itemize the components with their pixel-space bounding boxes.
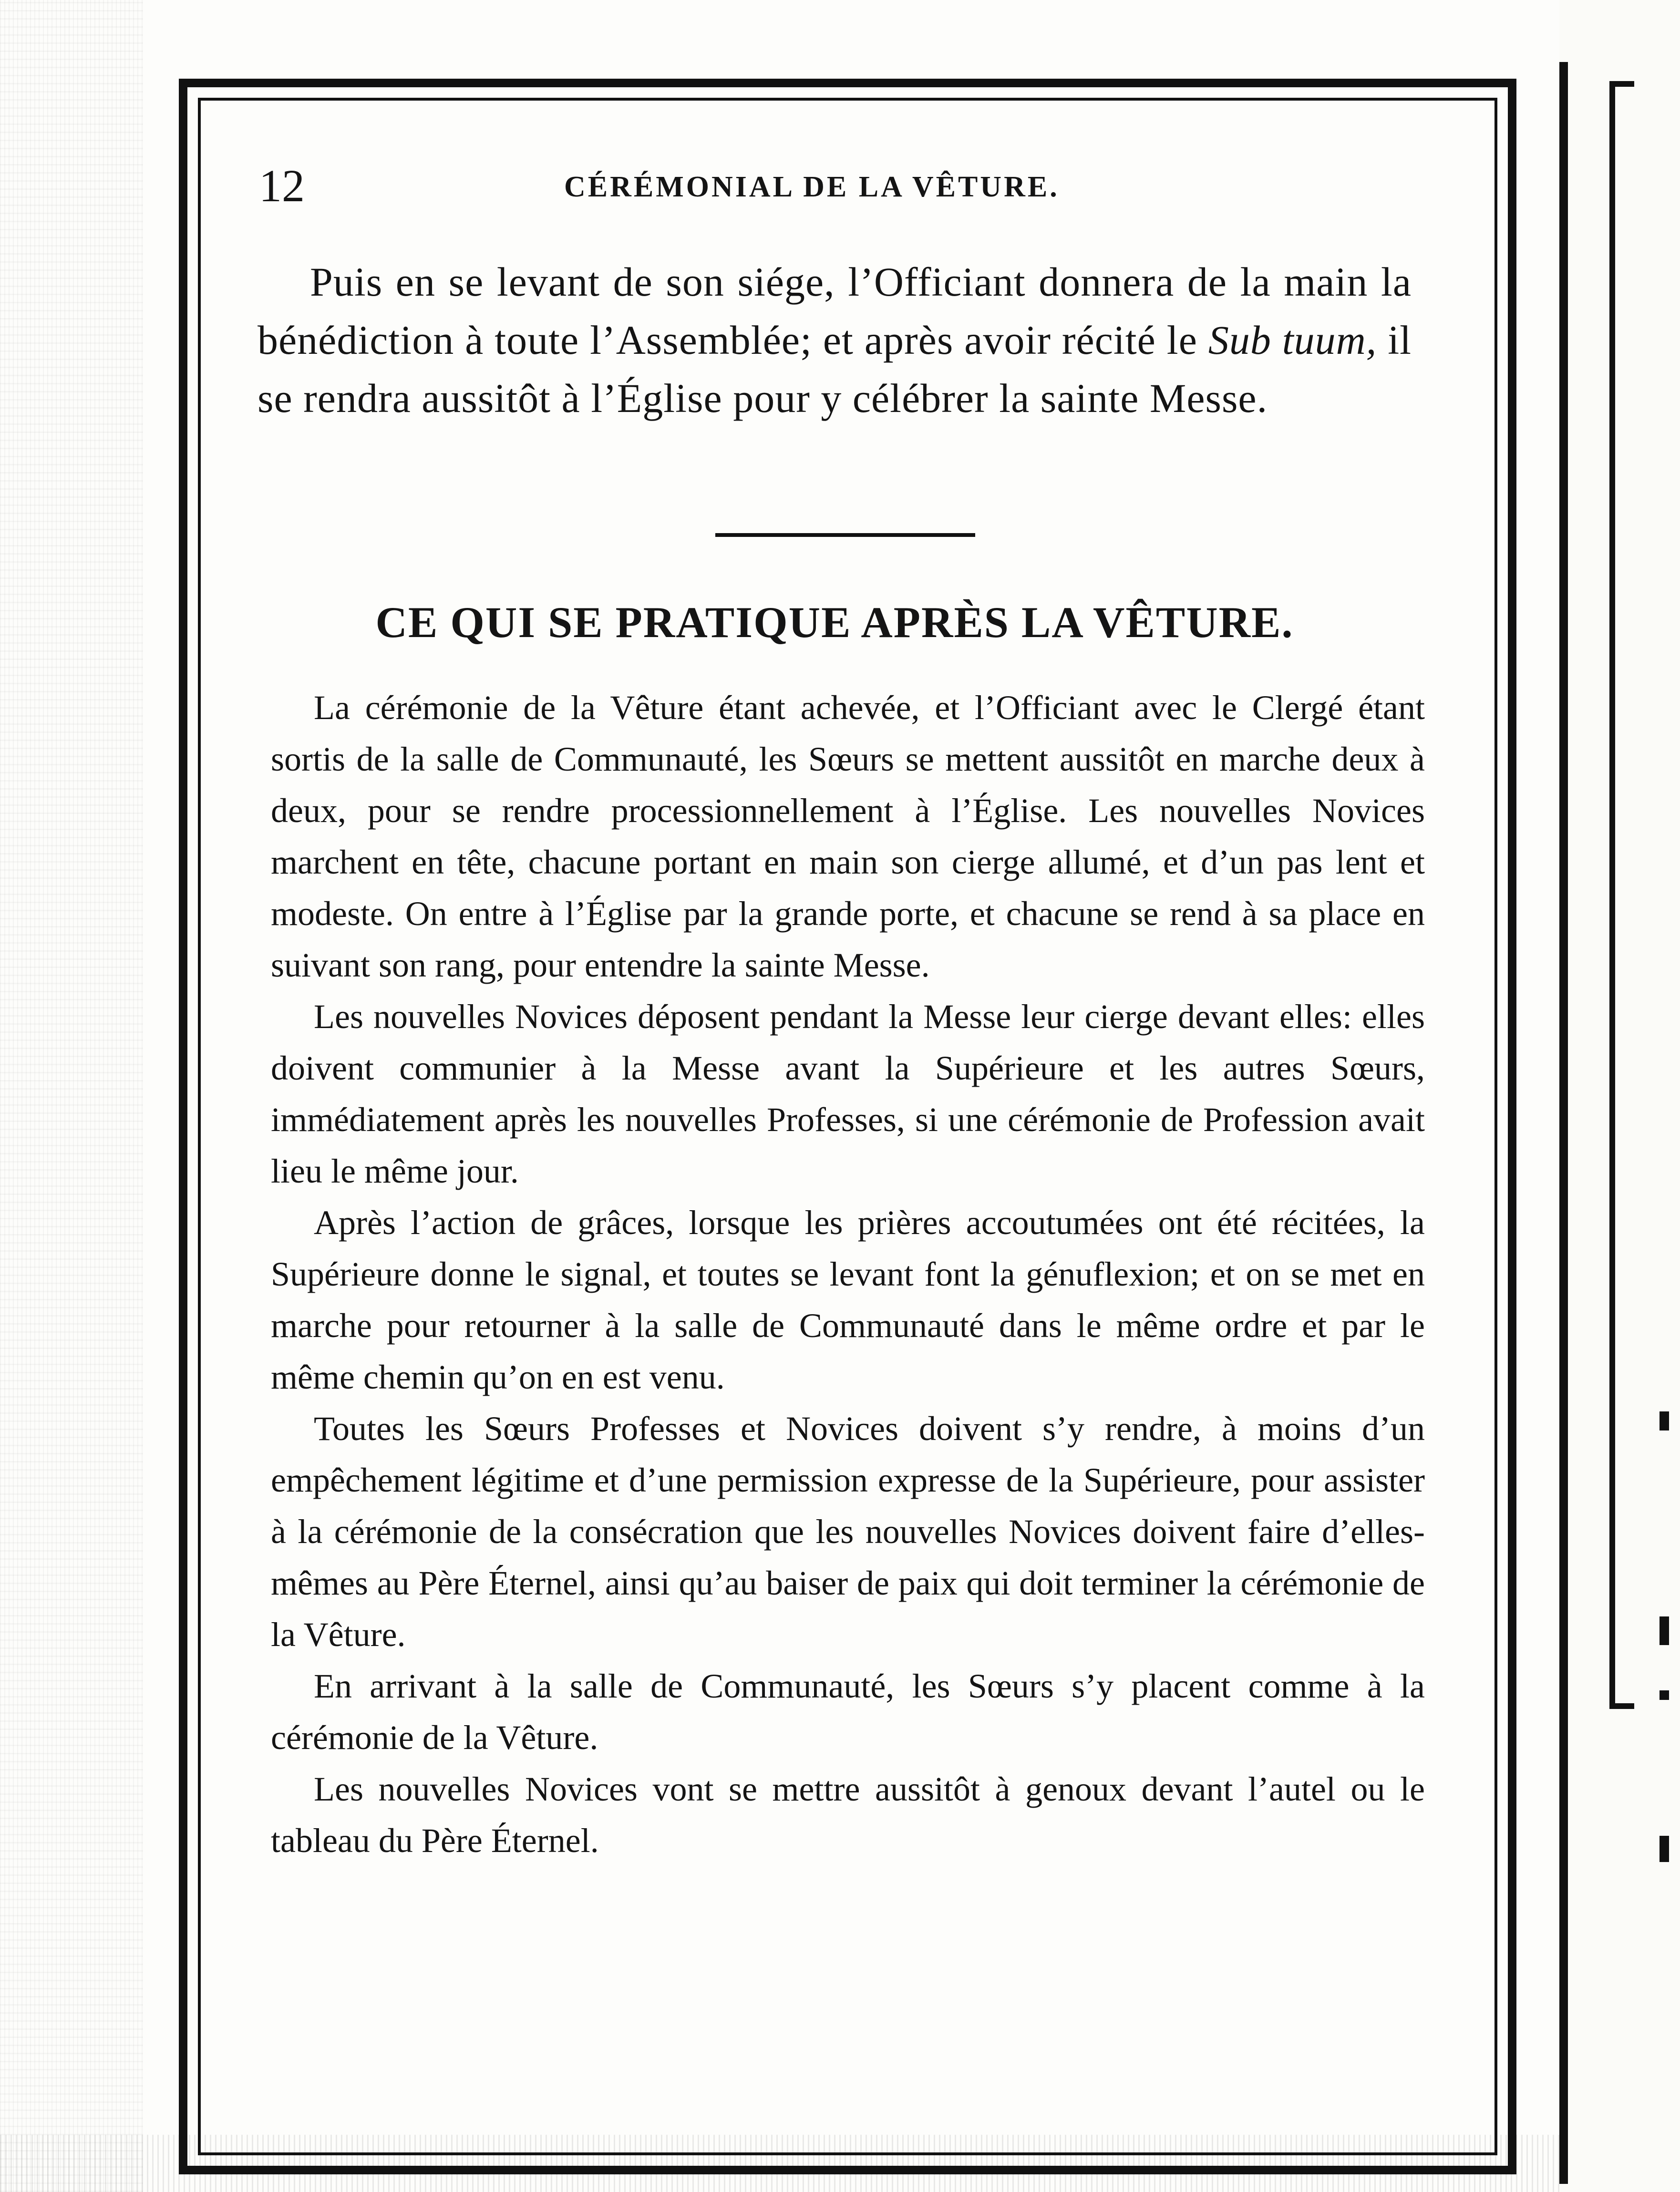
running-header: [259, 157, 1403, 215]
section-body: [271, 682, 1425, 1866]
body-paragraph: Toutes les Sœurs Professes et Novices doivent s’y rendre, à moins d’un empêchement légitime et d’une permission expresse de la Supérieure, pour assister à la cérémonie de la consécration que les nouvelles Novices doivent faire d’elles-mêmes au Père Éternel, ainsi qu’au baiser de paix qui doit terminer la cérémonie de la Vêture.: [271, 1410, 1425, 1654]
adjacent-page-edge: [1559, 0, 1680, 2192]
body-paragraph: La cérémonie de la Vêture étant achevée, et l’Officiant avec le Clergé étant sortis de la salle de Communauté, les Sœurs se mettent aussitôt en marche deux à deux, pour se rendre processionnellement à l’Église. Les nouvelles Novices marchent en tête, chacune portant en main son cierge allumé, et d’un pas lent et modeste. On entre à l’Église par la grande porte, et chacune se rend à sa place en suivant son rang, pour entendre la sainte Messe.: [271, 689, 1425, 984]
adjacent-page-mark: [1659, 1836, 1669, 1862]
intro-text-start: Puis en se levant de son siége, l’Officiant donnera de la main la bénédiction à toute l’Assemblée; et après avoir récité le: [258, 259, 1412, 363]
intro-italic-text: Sub tuum,: [1208, 317, 1377, 363]
adjacent-page-mark: [1659, 1616, 1669, 1645]
intro-text-end: il se rendra aussitôt à l’Église pour y célébrer la sainte Messe.: [258, 317, 1412, 421]
running-title: CÉRÉMONIAL DE LA VÊTURE.: [564, 171, 1060, 203]
body-paragraph: En arrivant à la salle de Communauté, les Sœurs s’y placent comme à la cérémonie de la Vêture.: [271, 1667, 1425, 1757]
intro-paragraph: [258, 253, 1412, 427]
section-separator-rule: [715, 533, 975, 537]
scan-margin-texture: [0, 0, 143, 2192]
adjacent-page-frame: [1609, 81, 1634, 1709]
adjacent-page-mark: [1659, 1411, 1669, 1430]
adjacent-page-mark: [1659, 1690, 1669, 1700]
page-number: 12: [259, 160, 305, 211]
body-paragraph: Après l’action de grâces, lorsque les prières accoutumées ont été récitées, la Supérieure donne le signal, et toutes se levant font la génuflexion; et on se met en marche pour retourner à la salle de Communauté dans le même ordre et par le même chemin qu’on en est venu.: [271, 1204, 1425, 1396]
section-heading: CE QUI SE PRATIQUE APRÈS LA VÊTURE.: [375, 598, 1294, 647]
body-paragraph: Les nouvelles Novices déposent pendant la Messe leur cierge devant elles: elles doivent communier à la Messe avant la Supérieure et les autres Sœurs, immédiatement après les nouvelles Professes, si une cérémonie de Profession avait lieu le même jour.: [271, 998, 1425, 1190]
adjacent-page-border: [1559, 62, 1568, 2184]
body-paragraph: Les nouvelles Novices vont se mettre aussitôt à genoux devant l’autel ou le tableau du Père Éternel.: [271, 1770, 1425, 1860]
